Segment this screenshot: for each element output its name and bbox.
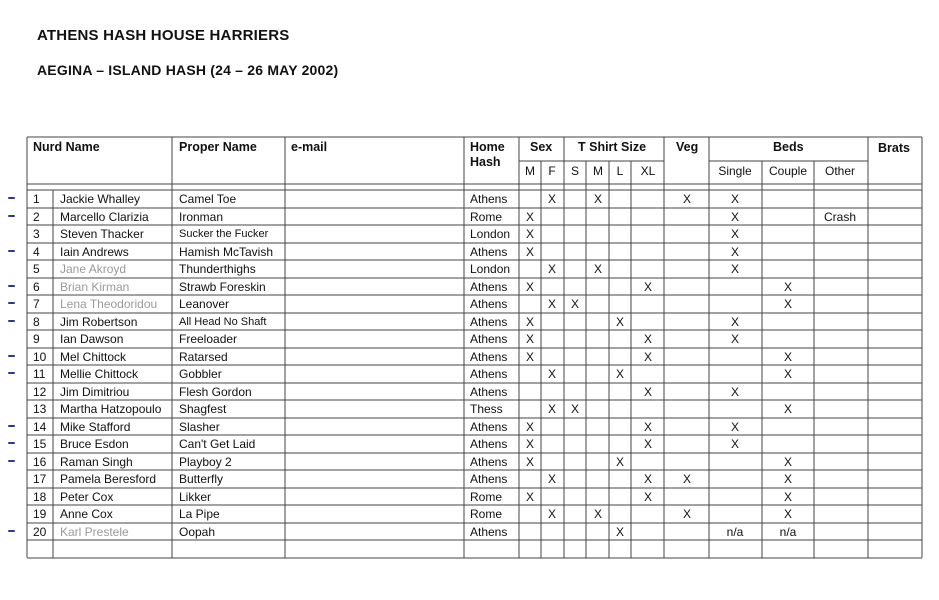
row-number: 15 [33, 437, 47, 451]
subheader-bed-couple: Couple [768, 164, 808, 178]
mark-sex-f: X [547, 507, 556, 521]
page-title: ATHENS HASH HOUSE HARRIERS [37, 27, 290, 44]
home-hash-cell: Athens [470, 315, 508, 329]
handwritten-tick-mark [8, 425, 15, 427]
proper-name-cell: Playboy 2 [179, 455, 232, 469]
proper-name-cell: Ironman [179, 210, 224, 224]
handwritten-tick-mark [8, 460, 15, 462]
mark-sex-m: X [525, 420, 534, 434]
row-number: 8 [33, 315, 40, 329]
bed-couple-cell: X [783, 402, 792, 416]
home-hash-cell: Athens [470, 420, 508, 434]
header-brats: Brats [878, 141, 910, 155]
nurd-name-cell: Brian Kirman [60, 280, 130, 294]
mark-ts-m: X [593, 192, 602, 206]
header-veg: Veg [676, 140, 699, 154]
home-hash-cell: Rome [470, 507, 503, 521]
handwritten-tick-mark [8, 442, 15, 444]
handwritten-tick-mark [8, 197, 15, 199]
mark-sex-f: X [547, 472, 556, 486]
home-hash-cell: Athens [470, 385, 508, 399]
row-number: 10 [33, 350, 47, 364]
nurd-name-cell: Jim Robertson [60, 315, 138, 329]
mark-ts-xl: X [643, 332, 652, 346]
row-number: 9 [33, 332, 40, 346]
bed-couple-cell: n/a [779, 525, 797, 539]
handwritten-tick-mark [8, 372, 15, 374]
nurd-name-cell: Mike Stafford [60, 420, 131, 434]
home-hash-cell: Athens [470, 367, 508, 381]
row-number: 13 [33, 402, 47, 416]
bed-couple-cell: X [783, 280, 792, 294]
home-hash-cell: Athens [470, 455, 508, 469]
proper-name-cell: Strawb Foreskin [179, 280, 266, 294]
row-number: 12 [33, 385, 47, 399]
mark-ts-xl: X [643, 437, 652, 451]
nurd-name-cell: Pamela Beresford [60, 472, 157, 486]
nurd-name-cell: Peter Cox [60, 490, 114, 504]
bed-single-cell: X [730, 245, 739, 259]
subheader-ts-m: M [593, 164, 603, 178]
bed-single-cell: X [730, 262, 739, 276]
home-hash-cell: Thess [470, 402, 503, 416]
bed-couple-cell: X [783, 350, 792, 364]
nurd-name-cell: Jane Akroyd [60, 262, 127, 276]
proper-name-cell: Hamish McTavish [179, 245, 274, 259]
bed-single-cell: X [730, 420, 739, 434]
header-proper-name: Proper Name [179, 140, 257, 154]
mark-ts-s: X [570, 297, 579, 311]
mark-ts-l: X [615, 315, 624, 329]
mark-sex-f: X [547, 192, 556, 206]
bed-single-cell: X [730, 332, 739, 346]
mark-ts-xl: X [643, 280, 652, 294]
row-number: 4 [33, 245, 40, 259]
row-number: 20 [33, 525, 47, 539]
subheader-ts-s: S [570, 164, 579, 178]
nurd-name-cell: Karl Prestele [60, 525, 129, 539]
subheader-sex-m: M [525, 164, 535, 178]
row-number: 6 [33, 280, 40, 294]
proper-name-cell: Sucker the Fucker [179, 228, 269, 240]
row-number: 7 [33, 297, 40, 311]
mark-sex-m: X [525, 455, 534, 469]
home-hash-cell: Athens [470, 192, 508, 206]
header-sex: Sex [530, 140, 553, 154]
mark-ts-xl: X [643, 490, 652, 504]
proper-name-cell: Camel Toe [179, 192, 237, 206]
home-hash-cell: Athens [470, 280, 508, 294]
mark-sex-m: X [525, 210, 534, 224]
nurd-name-cell: Raman Singh [60, 455, 133, 469]
home-hash-cell: Rome [470, 210, 503, 224]
handwritten-tick-mark [8, 355, 15, 357]
nurd-name-cell: Lena Theodoridou [60, 297, 158, 311]
bed-couple-cell: X [783, 490, 792, 504]
nurd-name-cell: Marcello Clarizia [60, 210, 149, 224]
proper-name-cell: Freeloader [179, 332, 238, 346]
subheader-sex-f: F [548, 164, 556, 178]
handwritten-tick-mark [8, 320, 15, 322]
proper-name-cell: Leanover [179, 297, 230, 311]
proper-name-cell: Slasher [179, 420, 220, 434]
row-number: 2 [33, 210, 40, 224]
mark-sex-m: X [525, 315, 534, 329]
bed-single-cell: X [730, 437, 739, 451]
nurd-name-cell: Bruce Esdon [60, 437, 129, 451]
row-number: 5 [33, 262, 40, 276]
proper-name-cell: Gobbler [179, 367, 222, 381]
bed-single-cell: X [730, 227, 739, 241]
header-home-hash-2: Hash [470, 155, 501, 169]
row-number: 3 [33, 227, 40, 241]
bed-couple-cell: X [783, 367, 792, 381]
proper-name-cell: Likker [179, 490, 212, 504]
mark-ts-s: X [570, 402, 579, 416]
mark-sex-m: X [525, 280, 534, 294]
subheader-bed-single: Single [718, 164, 752, 178]
bed-single-cell: X [730, 210, 739, 224]
handwritten-tick-mark [8, 530, 15, 532]
proper-name-cell: Ratarsed [179, 350, 228, 364]
home-hash-cell: Rome [470, 490, 503, 504]
mark-sex-m: X [525, 437, 534, 451]
mark-sex-m: X [525, 227, 534, 241]
mark-sex-f: X [547, 297, 556, 311]
header-home-hash-1: Home [470, 140, 505, 154]
bed-couple-cell: X [783, 297, 792, 311]
row-number: 18 [33, 490, 47, 504]
handwritten-tick-mark [8, 250, 15, 252]
mark-veg: X [682, 507, 691, 521]
proper-name-cell: Butterfly [179, 472, 224, 486]
bed-couple-cell: X [783, 507, 792, 521]
home-hash-cell: Athens [470, 437, 508, 451]
mark-ts-xl: X [643, 472, 652, 486]
mark-ts-l: X [615, 455, 624, 469]
page-subtitle: AEGINA – ISLAND HASH (24 – 26 MAY 2002) [37, 62, 339, 78]
mark-ts-m: X [593, 507, 602, 521]
home-hash-cell: London [470, 262, 511, 276]
mark-veg: X [682, 472, 691, 486]
bed-other-cell: Crash [823, 210, 856, 224]
row-number: 11 [33, 367, 46, 381]
nurd-name-cell: Jackie Whalley [60, 192, 141, 206]
header-tshirt: T Shirt Size [578, 140, 647, 154]
mark-sex-m: X [525, 332, 534, 346]
row-number: 16 [33, 455, 47, 469]
mark-ts-l: X [615, 367, 624, 381]
handwritten-tick-mark [8, 215, 15, 217]
handwritten-tick-mark [8, 302, 15, 304]
mark-sex-f: X [547, 262, 556, 276]
subheader-ts-xl: XL [640, 164, 656, 178]
mark-veg: X [682, 192, 691, 206]
bed-couple-cell: X [783, 472, 792, 486]
mark-sex-m: X [525, 350, 534, 364]
home-hash-cell: London [470, 227, 511, 241]
subheader-bed-other: Other [824, 164, 855, 178]
handwritten-tick-mark [8, 285, 15, 287]
bed-single-cell: X [730, 192, 739, 206]
bed-couple-cell: X [783, 455, 792, 469]
mark-sex-f: X [547, 402, 556, 416]
nurd-name-cell: Mel Chittock [60, 350, 127, 364]
mark-ts-m: X [593, 262, 602, 276]
mark-sex-m: X [525, 490, 534, 504]
nurd-name-cell: Jim Dimitriou [60, 385, 130, 399]
nurd-name-cell: Mellie Chittock [60, 367, 139, 381]
proper-name-cell: All Head No Shaft [179, 316, 267, 328]
bed-single-cell: X [730, 385, 739, 399]
proper-name-cell: Can't Get Laid [179, 437, 256, 451]
nurd-name-cell: Steven Thacker [60, 227, 144, 241]
proper-name-cell: Shagfest [179, 402, 227, 416]
row-number: 1 [33, 192, 40, 206]
proper-name-cell: Oopah [179, 525, 216, 539]
home-hash-cell: Athens [470, 332, 508, 346]
row-number: 14 [33, 420, 47, 434]
home-hash-cell: Athens [470, 472, 508, 486]
nurd-name-cell: Anne Cox [60, 507, 113, 521]
mark-sex-f: X [547, 367, 556, 381]
header-email: e-mail [291, 140, 328, 154]
home-hash-cell: Athens [470, 297, 508, 311]
nurd-name-cell: Iain Andrews [60, 245, 129, 259]
bed-single-cell: X [730, 315, 739, 329]
header-beds: Beds [773, 140, 804, 154]
mark-ts-l: X [615, 525, 624, 539]
mark-sex-m: X [525, 245, 534, 259]
proper-name-cell: Flesh Gordon [179, 385, 252, 399]
mark-ts-xl: X [643, 385, 652, 399]
mark-ts-xl: X [643, 420, 652, 434]
home-hash-cell: Athens [470, 350, 508, 364]
bed-single-cell: n/a [726, 525, 744, 539]
home-hash-cell: Athens [470, 245, 508, 259]
header-nurd-name: Nurd Name [33, 140, 100, 154]
row-number: 19 [33, 507, 47, 521]
home-hash-cell: Athens [470, 525, 508, 539]
proper-name-cell: Thunderthighs [179, 262, 256, 276]
subheader-ts-l: L [616, 164, 624, 178]
mark-ts-xl: X [643, 350, 652, 364]
nurd-name-cell: Martha Hatzopoulo [60, 402, 162, 416]
proper-name-cell: La Pipe [179, 507, 220, 521]
row-number: 17 [33, 472, 47, 486]
nurd-name-cell: Ian Dawson [60, 332, 124, 346]
